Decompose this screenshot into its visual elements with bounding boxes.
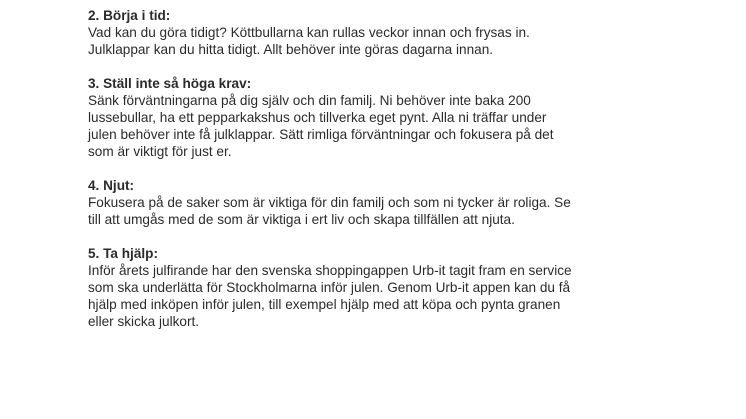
section-paragraph: Inför årets julfirande har den svenska shoppingappen Urb-it tagit fram en service som ska underlätta för Stockholmarna inför julen. Genom Urb-it appen kan du få hjälp med inköpen inför julen, till exempel hjälp med att köpa och pynta granen eller skicka julkort. <box>88 263 572 329</box>
section-stall-inte-sa-hoga-krav <box>88 75 688 160</box>
section-heading: 5. Ta hjälp: <box>88 246 158 261</box>
section-heading: 4. Njut: <box>88 178 135 193</box>
section-heading: 2. Börja i tid: <box>88 8 171 23</box>
article-body <box>88 7 688 347</box>
section-borja-i-tid <box>88 7 688 58</box>
section-ta-hjalp <box>88 245 688 330</box>
section-heading: 3. Ställ inte så höga krav: <box>88 76 252 91</box>
section-paragraph: Fokusera på de saker som är viktiga för din familj och som ni tycker är roliga. Se till att umgås med de som är viktiga i ert liv och skapa tillfällen att njuta. <box>88 195 571 227</box>
section-paragraph: Vad kan du göra tidigt? Köttbullarna kan rullas veckor innan och frysas in. Julklappar kan du hitta tidigt. Allt behöver inte göras dagarna innan. <box>88 25 530 57</box>
section-njut <box>88 177 688 228</box>
section-paragraph: Sänk förväntningarna på dig själv och din familj. Ni behöver inte baka 200 lussebullar, ha ett pepparkakshus och tillverka eget pynt. Alla ni träffar under julen behöver inte få julklappar. Sätt rimliga förväntningar och fokusera på det som är viktigt för just er. <box>88 93 554 159</box>
